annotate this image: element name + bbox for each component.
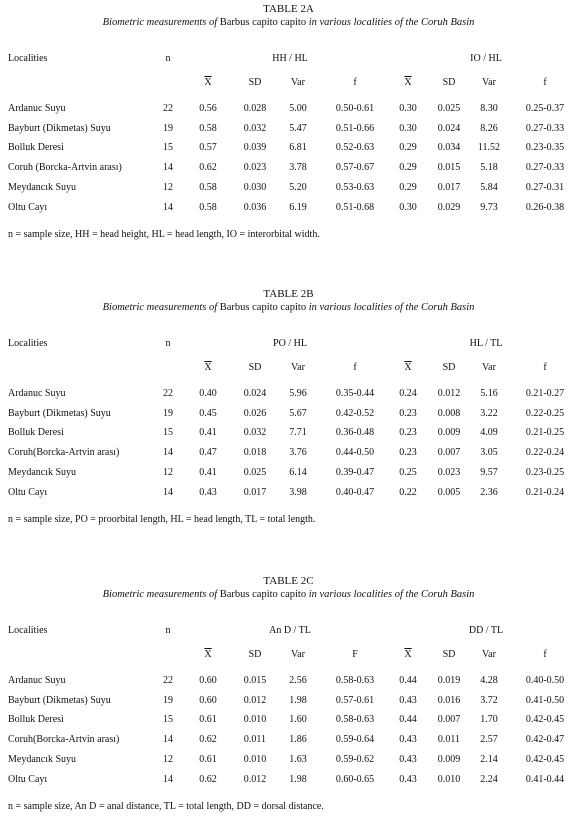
row-value: 0.030 <box>243 181 267 193</box>
row-value: 8.30 <box>480 103 498 114</box>
row-value: 7.71 <box>289 427 307 439</box>
row-value: 0.57-0.61 <box>335 694 375 706</box>
row-value: 0.005 <box>437 486 461 498</box>
row-value: 1.63 <box>289 753 307 765</box>
table-footnote: n = sample size, PO = proorbital length, HL = head length, TL = total length. <box>8 514 316 525</box>
row-value: 0.42-0.45 <box>525 753 565 765</box>
header-group-1: PO / HL <box>273 338 307 349</box>
row-value: 0.42-0.45 <box>525 714 565 726</box>
row-value: 0.43 <box>399 753 417 765</box>
row-value: 0.36-0.48 <box>335 427 375 439</box>
row-value: 0.40 <box>199 388 217 399</box>
row-value: 0.007 <box>437 447 461 459</box>
row-value: 5.20 <box>289 181 307 193</box>
row-value: 0.41-0.50 <box>525 694 565 706</box>
row-value: 0.44 <box>399 675 417 686</box>
row-value: 0.22 <box>399 486 417 498</box>
row-value: 0.015 <box>243 675 267 686</box>
row-value: 6.81 <box>289 142 307 154</box>
row-value: 0.039 <box>243 142 267 154</box>
row-n: 12 <box>163 466 173 478</box>
row-value: 8.26 <box>480 122 498 134</box>
table-title: TABLE 2A <box>263 3 314 15</box>
row-value: 0.25 <box>399 466 417 478</box>
row-locality: Oltu Cayı <box>8 201 48 213</box>
row-value: 0.23 <box>399 447 417 459</box>
row-value: 3.22 <box>480 407 498 419</box>
row-value: 5.16 <box>480 388 498 399</box>
row-value: 0.61 <box>199 714 217 726</box>
caption-species: Barbus capito capito <box>219 17 307 28</box>
row-value: 0.012 <box>243 773 267 785</box>
row-value: 0.44 <box>399 714 417 726</box>
row-locality: Coruh(Borcka-Artvin arası) <box>8 447 120 459</box>
row-value: 0.30 <box>399 201 417 213</box>
row-n: 15 <box>163 142 173 154</box>
row-value: 0.43 <box>399 773 417 785</box>
table-title: TABLE 2B <box>263 288 314 300</box>
row-value: 0.27-0.33 <box>525 162 565 174</box>
caption-prefix: Biometric measurements of <box>102 302 220 313</box>
caption-prefix: Biometric measurements of <box>102 17 220 28</box>
row-value: 0.27-0.31 <box>525 181 565 193</box>
row-locality: Bayburt (Dikmetas) Suyu <box>8 694 111 706</box>
subheader-7: f <box>543 77 547 88</box>
row-value: 0.41-0.44 <box>525 773 565 785</box>
header-group-1: HH / HL <box>272 53 308 64</box>
row-value: 3.72 <box>480 694 498 706</box>
row-value: 0.40-0.50 <box>525 675 565 686</box>
row-value: 0.44-0.50 <box>335 447 375 459</box>
row-value: 0.58-0.63 <box>335 714 375 726</box>
row-value: 0.41 <box>199 427 217 439</box>
row-value: 0.21-0.24 <box>525 486 565 498</box>
row-value: 0.60 <box>199 694 217 706</box>
row-value: 6.19 <box>289 201 307 213</box>
subheader-5: SD <box>442 649 456 660</box>
row-value: 5.47 <box>289 122 307 134</box>
subheader-2: Var <box>291 362 305 373</box>
table-footnote: n = sample size, An D = anal distance, TL = total length, DD = dorsal distance. <box>8 801 324 812</box>
row-value: 0.011 <box>243 734 267 746</box>
subheader-1: SD <box>248 77 262 88</box>
table-title: TABLE 2C <box>263 575 314 587</box>
row-value: 0.21-0.27 <box>525 388 565 399</box>
subheader-0: $\overline{X}$ <box>204 362 212 373</box>
row-value: 0.024 <box>437 122 461 134</box>
header-localities: Localities <box>8 338 48 349</box>
row-value: 0.62 <box>199 773 217 785</box>
row-locality: Coruh (Borcka-Artvin arası) <box>8 162 122 174</box>
row-value: 0.35-0.44 <box>335 388 375 399</box>
subheader-5: SD <box>442 77 456 88</box>
caption-suffix: in various localities of the Coruh Basin <box>306 17 475 28</box>
subheader-6: Var <box>482 362 496 373</box>
row-value: 3.05 <box>480 447 498 459</box>
row-value: 4.28 <box>480 675 498 686</box>
subheader-1: SD <box>248 649 262 660</box>
row-n: 15 <box>163 714 173 726</box>
row-n: 14 <box>163 162 173 174</box>
row-value: 3.98 <box>289 486 307 498</box>
row-locality: Meydancık Suyu <box>8 753 77 765</box>
row-value: 0.028 <box>243 103 267 114</box>
row-locality: Oltu Cayı <box>8 773 48 785</box>
row-value: 0.009 <box>437 427 461 439</box>
row-value: 0.40-0.47 <box>335 486 375 498</box>
row-value: 0.024 <box>243 388 267 399</box>
row-n: 15 <box>163 427 173 439</box>
row-locality: Bayburt (Dikmetas) Suyu <box>8 122 111 134</box>
row-n: 14 <box>163 486 173 498</box>
row-value: 5.96 <box>289 388 307 399</box>
row-value: 0.30 <box>399 103 417 114</box>
row-value: 3.76 <box>289 447 307 459</box>
row-n: 14 <box>163 773 173 785</box>
row-value: 2.36 <box>480 486 498 498</box>
row-value: 5.67 <box>289 407 307 419</box>
subheader-7: f <box>543 649 547 660</box>
row-value: 0.51-0.68 <box>335 201 375 213</box>
subheader-7: f <box>543 362 547 373</box>
row-value: 0.59-0.62 <box>335 753 375 765</box>
row-n: 22 <box>163 675 173 686</box>
subheader-3: F <box>352 649 358 660</box>
row-n: 22 <box>163 388 173 399</box>
row-value: 0.58 <box>199 122 217 134</box>
caption-suffix: in various localities of the Coruh Basin <box>306 302 475 313</box>
row-value: 2.24 <box>480 773 498 785</box>
row-value: 0.43 <box>399 734 417 746</box>
row-value: 0.23 <box>399 407 417 419</box>
row-value: 2.57 <box>480 734 498 746</box>
row-value: 0.30 <box>399 122 417 134</box>
row-value: 0.56 <box>199 103 217 114</box>
row-locality: Meydancık Suyu <box>8 181 77 193</box>
row-value: 0.008 <box>437 407 461 419</box>
row-value: 0.026 <box>243 407 267 419</box>
row-n: 22 <box>163 103 173 114</box>
row-value: 0.009 <box>437 753 461 765</box>
row-value: 0.60 <box>199 675 217 686</box>
table-caption <box>0 17 577 28</box>
header-localities: Localities <box>8 53 48 64</box>
row-value: 5.84 <box>480 181 498 193</box>
row-value: 1.60 <box>289 714 307 726</box>
row-value: 0.015 <box>437 162 461 174</box>
row-locality: Ardanuc Suyu <box>8 675 66 686</box>
row-n: 14 <box>163 734 173 746</box>
row-value: 0.029 <box>437 201 461 213</box>
row-value: 0.22-0.25 <box>525 407 565 419</box>
row-value: 0.007 <box>437 714 461 726</box>
row-value: 0.27-0.33 <box>525 122 565 134</box>
row-value: 6.14 <box>289 466 307 478</box>
header-localities: Localities <box>8 625 48 636</box>
caption-suffix: in various localities of the Coruh Basin <box>306 589 475 600</box>
row-value: 0.21-0.25 <box>525 427 565 439</box>
row-value: 0.42-0.47 <box>525 734 565 746</box>
row-value: 0.43 <box>199 486 217 498</box>
caption-prefix: Biometric measurements of <box>102 589 220 600</box>
row-n: 19 <box>163 407 173 419</box>
header-n: n <box>165 338 171 349</box>
row-value: 0.25-0.37 <box>525 103 565 114</box>
row-value: 0.57-0.67 <box>335 162 375 174</box>
row-value: 0.57 <box>199 142 217 154</box>
row-value: 0.50-0.61 <box>335 103 375 114</box>
subheader-4: $\overline{X}$ <box>404 77 412 88</box>
row-value: 0.025 <box>437 103 461 114</box>
row-value: 11.52 <box>477 142 501 154</box>
row-value: 0.62 <box>199 162 217 174</box>
row-value: 0.61 <box>199 753 217 765</box>
row-value: 0.032 <box>243 122 267 134</box>
row-locality: Oltu Cayı <box>8 486 48 498</box>
subheader-6: Var <box>482 77 496 88</box>
caption-species: Barbus capito capito <box>219 302 307 313</box>
row-value: 3.78 <box>289 162 307 174</box>
row-value: 0.62 <box>199 734 217 746</box>
subheader-0: $\overline{X}$ <box>204 77 212 88</box>
row-value: 0.24 <box>399 388 417 399</box>
header-group-1: An D / TL <box>269 625 311 636</box>
row-value: 9.73 <box>480 201 498 213</box>
row-value: 0.58 <box>199 201 217 213</box>
row-value: 0.23 <box>399 427 417 439</box>
row-value: 0.52-0.63 <box>335 142 375 154</box>
caption-species: Barbus capito capito <box>219 589 307 600</box>
row-value: 4.09 <box>480 427 498 439</box>
row-value: 0.23-0.35 <box>525 142 565 154</box>
header-group-2: DD / TL <box>468 625 504 636</box>
row-locality: Bayburt (Dikmetas) Suyu <box>8 407 111 419</box>
subheader-3: f <box>353 362 357 373</box>
row-value: 0.43 <box>399 694 417 706</box>
row-value: 0.60-0.65 <box>335 773 375 785</box>
subheader-6: Var <box>482 649 496 660</box>
row-n: 14 <box>163 201 173 213</box>
row-value: 0.41 <box>199 466 217 478</box>
subheader-5: SD <box>442 362 456 373</box>
row-value: 0.012 <box>243 694 267 706</box>
row-value: 0.010 <box>243 714 267 726</box>
subheader-2: Var <box>291 649 305 660</box>
header-n: n <box>165 53 171 64</box>
subheader-0: $\overline{X}$ <box>204 649 212 660</box>
row-locality: Bolluk Deresi <box>8 142 64 154</box>
row-value: 0.58-0.63 <box>335 675 375 686</box>
row-value: 0.018 <box>243 447 267 459</box>
row-value: 0.51-0.66 <box>335 122 375 134</box>
row-value: 0.58 <box>199 181 217 193</box>
row-value: 1.98 <box>289 694 307 706</box>
table-caption <box>0 589 577 600</box>
row-locality: Ardanuc Suyu <box>8 103 66 114</box>
row-value: 0.011 <box>437 734 461 746</box>
row-n: 12 <box>163 753 173 765</box>
row-value: 0.22-0.24 <box>525 447 565 459</box>
row-value: 0.016 <box>437 694 461 706</box>
row-value: 0.23-0.25 <box>525 466 565 478</box>
row-locality: Meydancık Suyu <box>8 466 77 478</box>
row-value: 2.14 <box>480 753 498 765</box>
row-value: 0.53-0.63 <box>335 181 375 193</box>
subheader-2: Var <box>291 77 305 88</box>
header-n: n <box>165 625 171 636</box>
table-caption <box>0 302 577 313</box>
row-value: 1.70 <box>480 714 498 726</box>
row-value: 2.56 <box>289 675 307 686</box>
row-locality: Ardanuc Suyu <box>8 388 66 399</box>
row-value: 0.45 <box>199 407 217 419</box>
subheader-4: $\overline{X}$ <box>404 649 412 660</box>
row-value: 1.86 <box>289 734 307 746</box>
row-locality: Bolluk Deresi <box>8 427 64 439</box>
row-value: 0.017 <box>243 486 267 498</box>
row-value: 5.00 <box>289 103 307 114</box>
row-locality: Bolluk Deresi <box>8 714 64 726</box>
row-n: 19 <box>163 122 173 134</box>
row-locality: Coruh(Borcka-Artvin arası) <box>8 734 120 746</box>
row-value: 0.29 <box>399 142 417 154</box>
row-value: 0.025 <box>243 466 267 478</box>
row-value: 0.59-0.64 <box>335 734 375 746</box>
row-value: 5.18 <box>480 162 498 174</box>
row-value: 0.023 <box>243 162 267 174</box>
header-group-2: IO / HL <box>470 53 502 64</box>
row-value: 0.012 <box>437 388 461 399</box>
row-value: 0.032 <box>243 427 267 439</box>
row-value: 0.010 <box>243 753 267 765</box>
row-value: 0.017 <box>437 181 461 193</box>
table-footnote: n = sample size, HH = head height, HL = head length, IO = interorbital width. <box>8 229 320 240</box>
row-n: 19 <box>163 694 173 706</box>
row-value: 0.29 <box>399 162 417 174</box>
header-group-2: HL / TL <box>469 338 503 349</box>
row-value: 0.47 <box>199 447 217 459</box>
row-value: 0.036 <box>243 201 267 213</box>
row-value: 1.98 <box>289 773 307 785</box>
subheader-3: f <box>353 77 357 88</box>
row-value: 0.034 <box>437 142 461 154</box>
row-n: 12 <box>163 181 173 193</box>
row-value: 0.39-0.47 <box>335 466 375 478</box>
row-value: 0.019 <box>437 675 461 686</box>
row-value: 0.42-0.52 <box>335 407 375 419</box>
subheader-1: SD <box>248 362 262 373</box>
row-value: 0.26-0.38 <box>525 201 565 213</box>
row-value: 0.023 <box>437 466 461 478</box>
subheader-4: $\overline{X}$ <box>404 362 412 373</box>
row-value: 9.57 <box>480 466 498 478</box>
row-value: 0.010 <box>437 773 461 785</box>
row-n: 14 <box>163 447 173 459</box>
row-value: 0.29 <box>399 181 417 193</box>
